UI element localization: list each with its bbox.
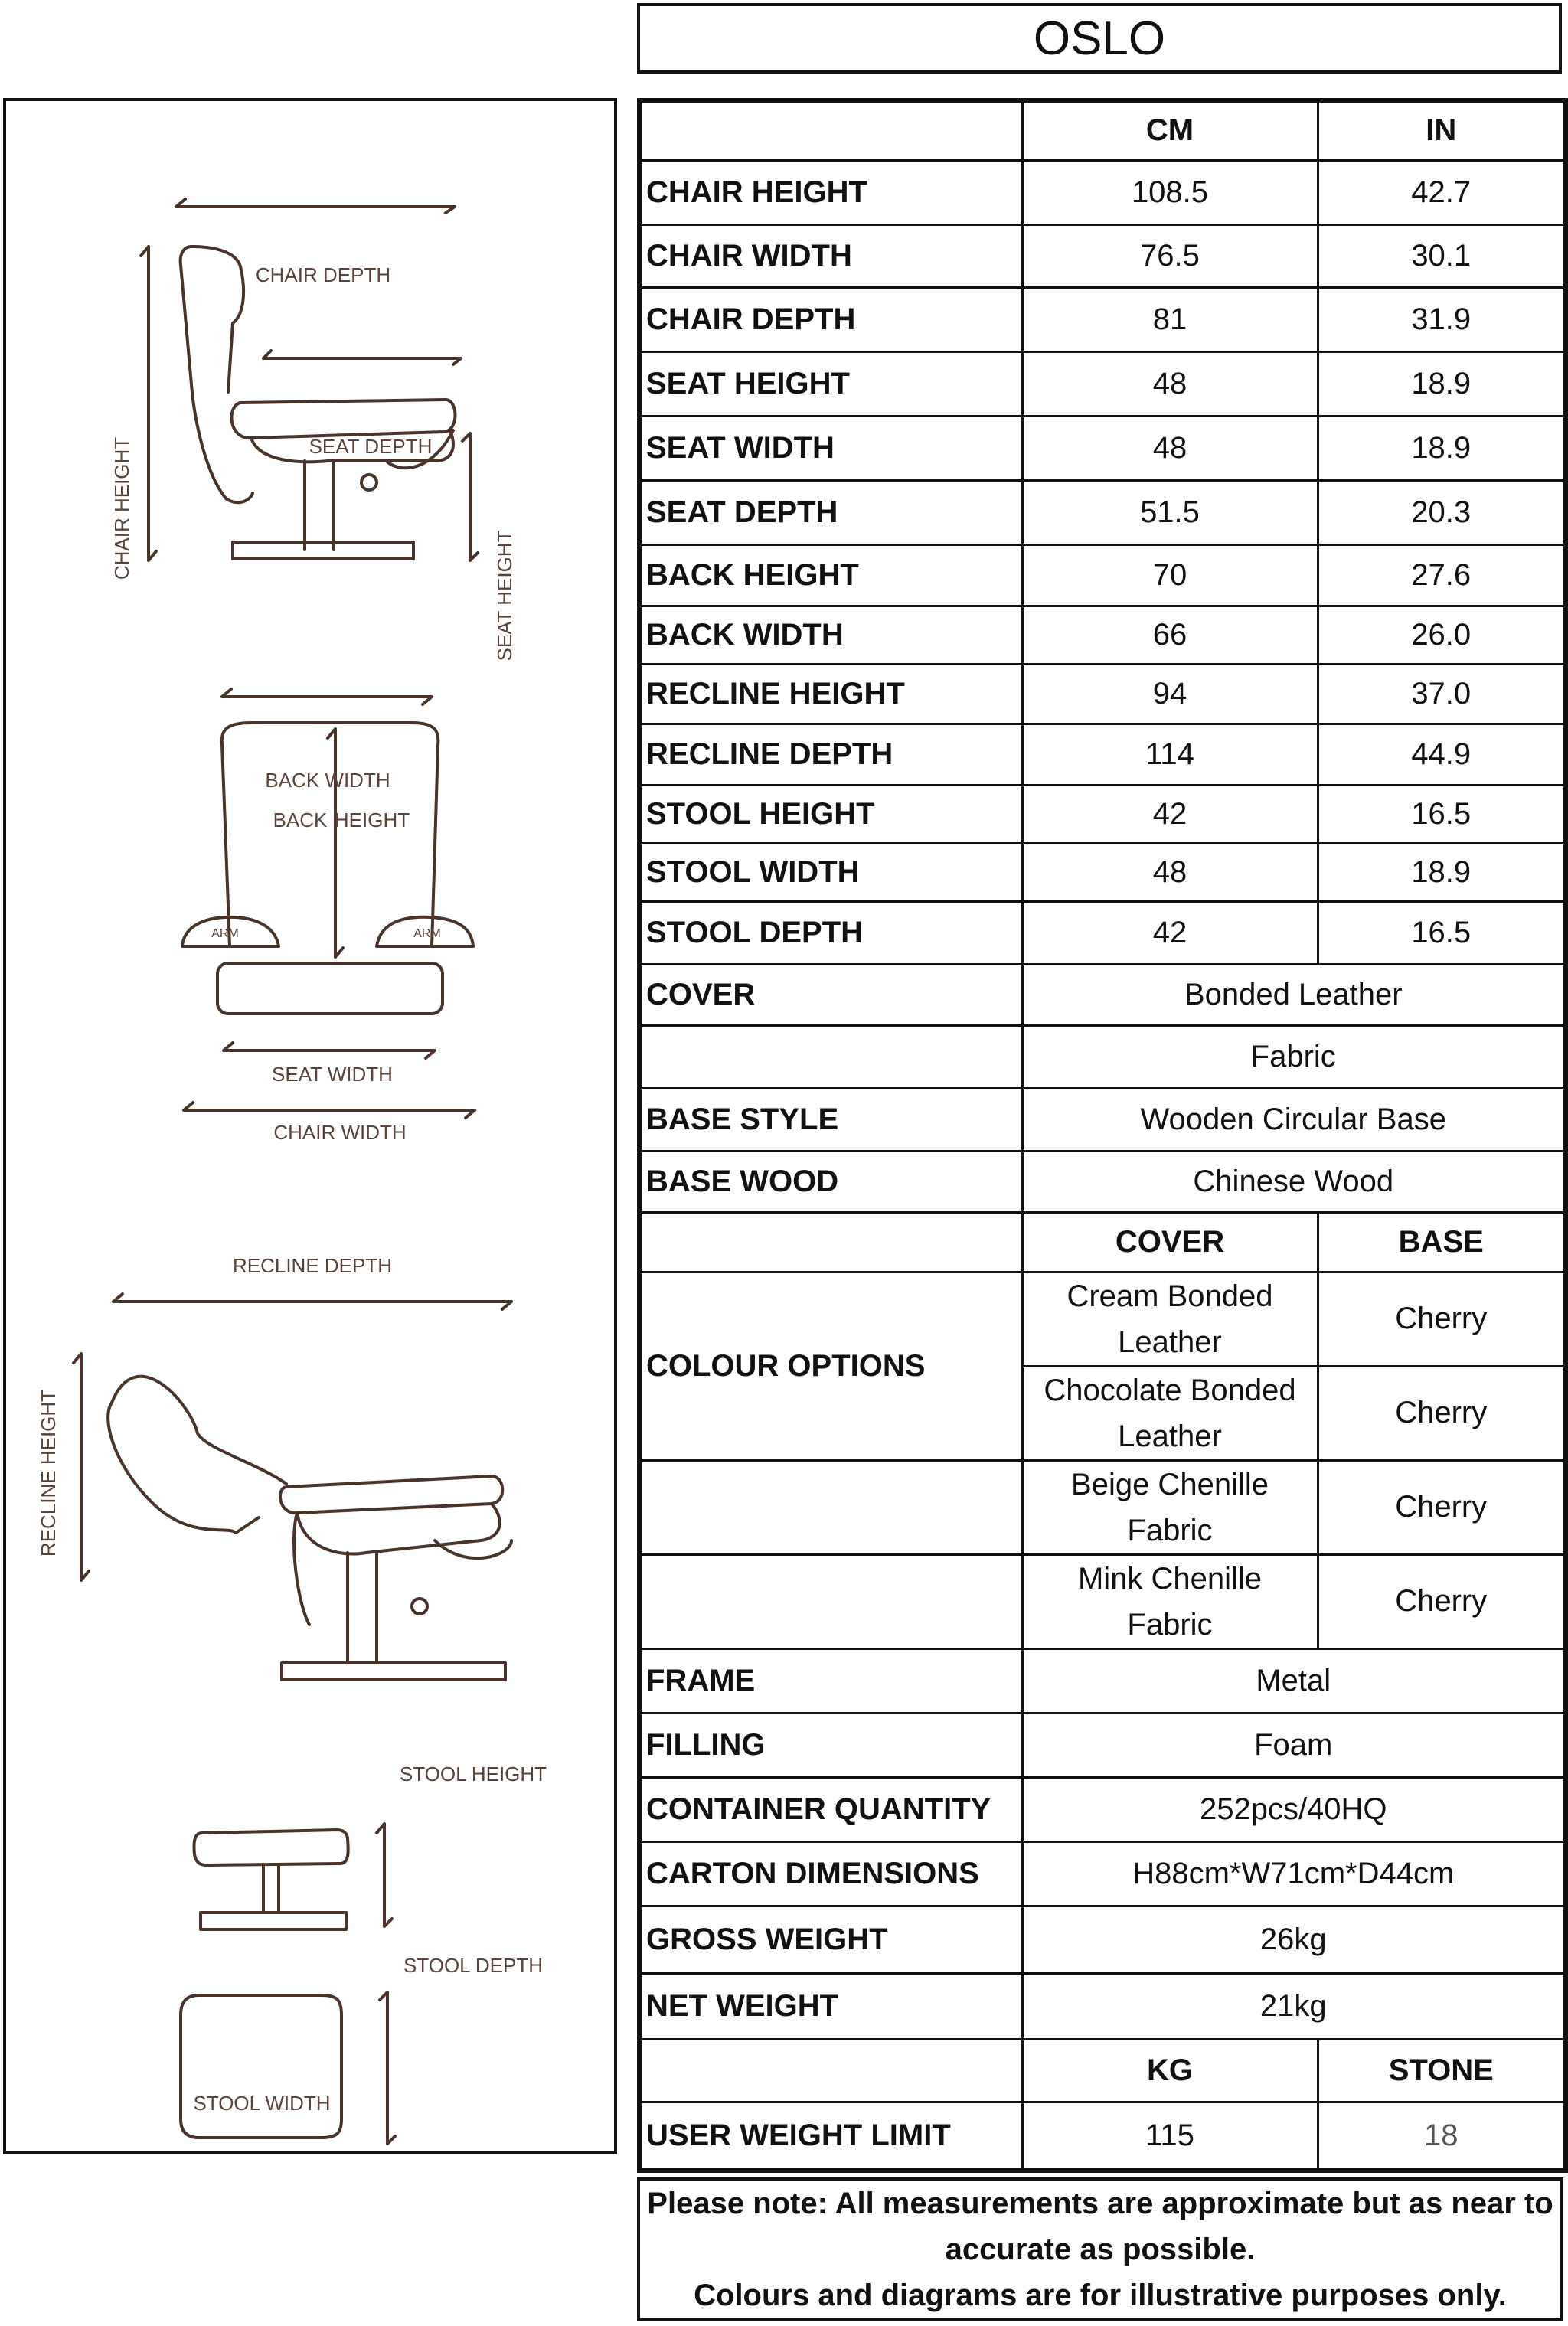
stool-top-view [179, 1992, 395, 2158]
label-recline-depth: RECLINE DEPTH [232, 1254, 393, 1277]
carton-label: CARTON DIMENSIONS [639, 1841, 1022, 1906]
filling-row [639, 1713, 1566, 1777]
dim-cm: 70 [1022, 544, 1318, 606]
back-height-arrow [328, 729, 343, 957]
label-chair-width: CHAIR WIDTH [273, 1121, 407, 1144]
label-arm-left: ARM [211, 927, 239, 940]
dim-cm: 108.5 [1022, 160, 1318, 224]
table-row [639, 664, 1566, 724]
filling-value: Foam [1022, 1713, 1566, 1777]
net-weight-value: 21kg [1022, 1973, 1566, 2039]
stool-cushion [194, 1830, 348, 1865]
empty-cell [639, 1025, 1022, 1088]
chair-pillar [305, 461, 334, 550]
label-chair-depth: CHAIR DEPTH [255, 263, 391, 286]
base-wood-label: BASE WOOD [639, 1151, 1022, 1212]
base-wood-row [639, 1151, 1566, 1212]
stool-height-arrow [377, 1824, 392, 1926]
dim-label: BACK HEIGHT [639, 544, 1022, 606]
table-row [639, 224, 1566, 287]
frame-label: FRAME [639, 1648, 1022, 1713]
label-stool-width: STOOL WIDTH [193, 2092, 331, 2115]
empty-cell [639, 1460, 1022, 1554]
chair-back-outline [222, 723, 439, 946]
table-row [639, 480, 1566, 544]
stool-side-view [194, 1824, 392, 1929]
table-row [639, 724, 1566, 785]
user-weight-kg: 115 [1022, 2102, 1318, 2171]
chair-front-view [182, 689, 475, 1118]
header-cm: CM [1022, 100, 1318, 160]
disclaimer-note [637, 2177, 1563, 2321]
colour-header-row [639, 1212, 1566, 1272]
label-arm-right: ARM [413, 927, 441, 940]
label-seat-height: SEAT HEIGHT [493, 530, 516, 662]
page-title: OSLO [637, 3, 1562, 74]
cover-row [639, 1025, 1566, 1088]
frame-row [639, 1648, 1566, 1713]
chair-side-view [141, 199, 478, 560]
filling-label: FILLING [639, 1713, 1022, 1777]
table-row [639, 843, 1566, 901]
recline-pillar [348, 1553, 377, 1663]
dim-in: 30.1 [1318, 224, 1566, 287]
stool-base [201, 1913, 346, 1929]
label-stool-depth: STOOL DEPTH [403, 1954, 544, 1977]
colour-options-label: COLOUR OPTIONS [639, 1272, 1022, 1460]
cover-value-1: Bonded Leather [1022, 964, 1566, 1025]
chair-seat-cushion [231, 400, 455, 438]
recline-height-arrow [74, 1354, 89, 1580]
note-line-3: Colours and diagrams are for illustrative purposes only. [694, 2279, 1507, 2312]
chair-base [233, 542, 413, 559]
dim-cm: 48 [1022, 416, 1318, 480]
gross-weight-row [639, 1906, 1566, 1973]
container-label: CONTAINER QUANTITY [639, 1777, 1022, 1841]
dim-label: SEAT DEPTH [639, 480, 1022, 544]
net-weight-label: NET WEIGHT [639, 1973, 1022, 2039]
frame-value: Metal [1022, 1648, 1566, 1713]
header-empty-cell [639, 100, 1022, 160]
chair-height-arrow [141, 247, 156, 560]
dim-cm: 66 [1022, 606, 1318, 664]
cover-value-2: Fabric [1022, 1025, 1566, 1088]
chair-width-arrow [184, 1103, 475, 1118]
dim-in: 31.9 [1318, 287, 1566, 351]
chair-front-seat [217, 963, 443, 1014]
colour-option-row [639, 1460, 1566, 1554]
specification-table [637, 98, 1568, 2173]
gross-weight-label: GROSS WEIGHT [639, 1906, 1022, 1973]
table-row [639, 606, 1566, 664]
dim-cm: 114 [1022, 724, 1318, 785]
dim-in: 44.9 [1318, 724, 1566, 785]
carton-row [639, 1841, 1566, 1906]
header-in: IN [1318, 100, 1566, 160]
dim-label: SEAT WIDTH [639, 416, 1022, 480]
label-back: BACK [273, 809, 328, 831]
table-row [639, 544, 1566, 606]
dim-label: RECLINE DEPTH [639, 724, 1022, 785]
gross-weight-value: 26kg [1022, 1906, 1566, 1973]
empty-cell [639, 2039, 1022, 2102]
colour-base: Cherry [1318, 1554, 1566, 1648]
header-stone: STONE [1318, 2039, 1566, 2102]
base-style-label: BASE STYLE [639, 1088, 1022, 1151]
dim-label: STOOL WIDTH [639, 843, 1022, 901]
chair-recline-view [74, 1294, 511, 1680]
table-row [639, 901, 1566, 964]
user-weight-label: USER WEIGHT LIMIT [639, 2102, 1022, 2171]
user-weight-stone: 18 [1318, 2102, 1566, 2171]
dimension-diagram-panel [3, 98, 617, 2154]
dim-in: 18.9 [1318, 416, 1566, 480]
colour-cover: Beige Chenille Fabric [1022, 1460, 1318, 1554]
label-back-width: BACK WIDTH [265, 769, 390, 792]
table-row [639, 785, 1566, 843]
dim-label: BACK WIDTH [639, 606, 1022, 664]
dim-in: 42.7 [1318, 160, 1566, 224]
dim-label: SEAT HEIGHT [639, 351, 1022, 416]
base-wood-value: Chinese Wood [1022, 1151, 1566, 1212]
colour-cover: Mink Chenille Fabric [1022, 1554, 1318, 1648]
note-line-1: Please note: All measurements are approximate but as near to [647, 2187, 1553, 2220]
colour-cover: Cream Bonded Leather [1022, 1272, 1318, 1366]
header-row [639, 100, 1566, 160]
dim-label: STOOL HEIGHT [639, 785, 1022, 843]
colour-base: Cherry [1318, 1272, 1566, 1366]
empty-cell [639, 1212, 1022, 1272]
label-seat-depth: SEAT DEPTH [309, 435, 433, 458]
table-row [639, 351, 1566, 416]
colour-cover: Chocolate Bonded Leather [1022, 1366, 1318, 1460]
dim-in: 37.0 [1318, 664, 1566, 724]
seat-height-arrow [462, 433, 478, 560]
recline-back [108, 1403, 259, 1533]
dim-label: STOOL DEPTH [639, 901, 1022, 964]
user-weight-row [639, 2102, 1566, 2171]
container-value: 252pcs/40HQ [1022, 1777, 1566, 1841]
weight-header-row [639, 2039, 1566, 2102]
base-style-row [639, 1088, 1566, 1151]
base-style-value: Wooden Circular Base [1022, 1088, 1566, 1151]
colour-base: Cherry [1318, 1366, 1566, 1460]
carton-value: H88cm*W71cm*D44cm [1022, 1841, 1566, 1906]
net-weight-row [639, 1973, 1566, 2039]
dim-cm: 48 [1022, 843, 1318, 901]
colour-option-row [639, 1272, 1566, 1366]
colour-header-base: BASE [1318, 1212, 1566, 1272]
dim-in: 26.0 [1318, 606, 1566, 664]
label-height: HEIGHT [334, 809, 410, 831]
recline-seat [280, 1476, 502, 1513]
note-line-2: accurate as possible. [945, 2233, 1256, 2266]
back-width-arrow [222, 689, 432, 704]
colour-base: Cherry [1318, 1460, 1566, 1554]
stool-pillar [263, 1865, 279, 1913]
dim-label: CHAIR DEPTH [639, 287, 1022, 351]
dim-cm: 51.5 [1022, 480, 1318, 544]
dim-in: 16.5 [1318, 785, 1566, 843]
chair-dimension-diagrams [6, 101, 620, 2158]
dim-cm: 42 [1022, 785, 1318, 843]
seat-depth-arrow [263, 351, 461, 364]
label-recline-height: RECLINE HEIGHT [37, 1389, 60, 1557]
header-kg: KG [1022, 2039, 1318, 2102]
label-seat-width: SEAT WIDTH [272, 1063, 393, 1086]
dim-in: 20.3 [1318, 480, 1566, 544]
label-chair-height: CHAIR HEIGHT [110, 436, 133, 580]
cover-row [639, 964, 1566, 1025]
dim-label: CHAIR HEIGHT [639, 160, 1022, 224]
dim-cm: 42 [1022, 901, 1318, 964]
dim-in: 18.9 [1318, 351, 1566, 416]
recline-base [282, 1663, 505, 1680]
recline-depth-arrow [113, 1294, 511, 1309]
stool-depth-arrow [380, 1992, 395, 2144]
label-stool-height: STOOL HEIGHT [399, 1762, 547, 1785]
table-row [639, 287, 1566, 351]
colour-header-cover: COVER [1022, 1212, 1318, 1272]
table-row [639, 416, 1566, 480]
dim-label: CHAIR WIDTH [639, 224, 1022, 287]
chair-depth-arrow [176, 199, 455, 213]
cover-label: COVER [639, 964, 1022, 1025]
dim-label: RECLINE HEIGHT [639, 664, 1022, 724]
table-row [639, 160, 1566, 224]
stool-top-outline [181, 1995, 341, 2138]
dim-cm: 76.5 [1022, 224, 1318, 287]
empty-cell [639, 1554, 1022, 1648]
container-row [639, 1777, 1566, 1841]
dim-in: 16.5 [1318, 901, 1566, 964]
dim-cm: 48 [1022, 351, 1318, 416]
dim-cm: 94 [1022, 664, 1318, 724]
dim-in: 27.6 [1318, 544, 1566, 606]
colour-option-row [639, 1554, 1566, 1648]
dim-cm: 81 [1022, 287, 1318, 351]
seat-width-arrow [224, 1043, 435, 1058]
dim-in: 18.9 [1318, 843, 1566, 901]
